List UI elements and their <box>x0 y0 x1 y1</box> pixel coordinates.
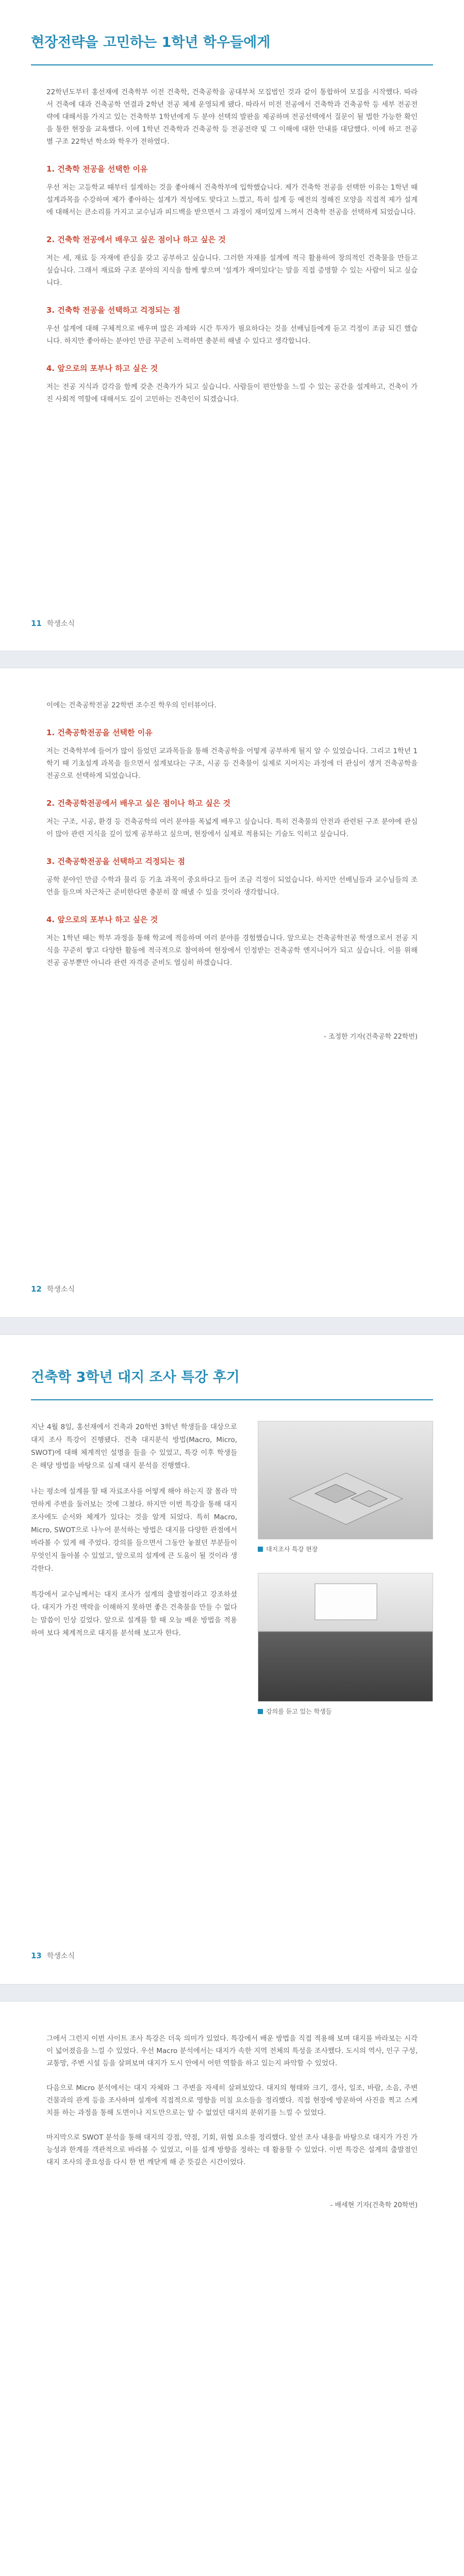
question-heading: 2. 건축학 전공에서 배우고 싶은 점이나 하고 싶은 것 <box>46 235 226 244</box>
answer-paragraph: 공학 분야인 만큼 수학과 물리 등 기초 과목이 중요하다고 들어 조금 걱정이 되었습니다. 하지만 선배님들과 교수님들의 조언을 들으며 차근차근 준비한다면 충분히 잘 해낼 수 있을 것이라 생각합니다. <box>46 876 418 896</box>
answer-paragraph: 저는 세, 재료 등 자재에 관심을 갖고 공부하고 싶습니다. 그러한 자재를 설계에 적극 활용하여 창의적인 건축물을 만들고 싶습니다. 그래서 재료와 구조 분야의 지식을 함께 쌓으며 '설계가 재미있다'는 말을 직접 증명할 수 있는 사람이 되고 싶습니다. <box>46 254 418 287</box>
screen-icon <box>258 1573 433 1701</box>
caption-marker-icon <box>258 1709 263 1714</box>
answer-paragraph: 우선 저는 고등학교 때부터 설계하는 것을 좋아해서 건축학부에 입학했습니다. 제가 건축학 전공을 선택한 이유는 1학년 때 설계과목을 수강하며 제가 좋아하는 설계가 적성에도 맞다고 느꼈고, 특히 설계 등 예전의 정해진 모양을 직접적 제가 설계에 대해서는 큰소리를 가지고 교수님과 피드백을 받으면서 그 과정이 재미있게 느껴서 건축학 전공을 선택하게 되었습니다. <box>46 183 418 216</box>
author-signature: - 배세현 기자(건축학 20학번) <box>330 2201 418 2209</box>
page-12 <box>0 668 464 1317</box>
question-heading: 3. 건축학 전공을 선택하고 걱정되는 점 <box>46 306 180 315</box>
page-divider <box>0 651 464 668</box>
article-body <box>46 86 418 405</box>
page-footer <box>31 1284 75 1294</box>
article-body <box>46 2032 418 2168</box>
page-divider <box>0 1317 464 1335</box>
page-number: 13 <box>31 1951 42 1960</box>
page-footer <box>31 618 75 629</box>
body-paragraph: 특강에서 교수님께서는 대지 조사가 설계의 출발점이라고 강조하셨다. 대지가 가진 맥락을 이해하지 못하면 좋은 건축물을 만들 수 없다는 말씀이 인상 깊었다. 앞으로 설계를 할 때 오늘 배운 방법을 적용하여 보다 체계적으로 대지를 분석해 보고자 한다. <box>31 1590 237 1637</box>
body-paragraph: 마지막으로 SWOT 분석을 통해 대지의 강점, 약점, 기회, 위협 요소를 정리했다. 앞선 조사 내용을 바탕으로 대지가 가진 가능성과 한계를 객관적으로 바라볼 수 있었고, 이를 설계 방향을 정하는 데 활용할 수 있었다. 이번 특강은 설계의 출발점인 대지 조사의 중요성을 다시 한 번 깨닫게 해 준 뜻깊은 시간이었다. <box>46 2133 418 2166</box>
answer-paragraph: 우선 설계에 대해 구체적으로 배우며 많은 과제와 시간 투자가 필요하다는 것을 선배님들에게 듣고 걱정이 조금 되긴 했습니다. 하지만 좋아하는 분야인 만큼 꾸준히 노력하면 충분히 해낼 수 있다고 생각합니다. <box>46 325 418 345</box>
question-heading: 4. 앞으로의 포부나 하고 싶은 것 <box>46 364 158 373</box>
intro-paragraph: 22학년도부터 홍선재에 건축학부 이전 건축학, 건축공학을 공대부처 모집범인 것과 같이 통합하여 모집을 시작했다. 따라서 건축에 대과 건축공학 연결과 2학년 전공 체제 운영되게 됐다. 따라서 미전 전공에서 건축학과 건축공학 등 세부 전공전략에 대해서를 가지고 있는 건축학부 1학년에게 두 분야 선택의 발판을 제공하며 전공선택에서 질문이 될 법한 가능한 확인을 통한 현장을 교육했다. 이에 1학년 건축학과 건축공학 등 전공전략 및 그 이해에 대한 안내를 대담했다. 이에 하고 전공별 구조 22학년 학소와 학우가 전하였다. <box>46 88 418 146</box>
article-body <box>46 699 418 969</box>
audience-photo <box>258 1573 433 1702</box>
answer-paragraph: 저는 1학년 때는 학부 과정을 통해 학교에 적응하며 여러 분야를 경험했습니다. 앞으로는 건축공학전공 학생으로서 전공 지식을 꾸준히 쌓고 다양한 활동에 적극적으로 참여하여 현장에서 인정받는 건축공학 엔지니어가 되고 싶습니다. 이를 위해 전공 공부뿐만 아니라 관련 자격증 준비도 열심히 하겠습니다. <box>46 934 418 967</box>
page-13 <box>0 1335 464 1984</box>
page-label: 학생소식 <box>46 1285 75 1294</box>
title-rule <box>31 1399 433 1400</box>
section-title: 현장전략을 고민하는 1학년 학우들에게 <box>31 35 271 50</box>
answer-paragraph: 저는 구조, 시공, 환경 등 건축공학의 여러 분야를 폭넓게 배우고 싶습니다. 특히 건축물의 안전과 관련된 구조 분야에 관심이 많아 관련 지식을 깊이 있게 공부하고 싶으며, 현장에서 실제로 적용되는 기술도 익히고 싶습니다. <box>46 818 418 838</box>
caption-text: 강의를 듣고 있는 학생들 <box>266 1708 332 1715</box>
page-number: 12 <box>31 1284 42 1294</box>
body-paragraph: 지난 4월 8일, 홍선재에서 건축과 20학번 3학년 학생들을 대상으로 대지 조사 특강이 진행됐다. 건축 대지분석 방법(Macro, Micro, SWOT)에 대해 체계적인 설명을 들을 수 있었고, 특강 이후 학생들은 해당 방법을 바탕으로 실제 대지 분석을 진행했다. <box>31 1423 237 1470</box>
two-column-layout <box>31 1421 433 1735</box>
body-paragraph: 나는 평소에 설계를 할 때 자료조사를 어떻게 해야 하는지 잘 몰라 막연하게 주변을 둘러보는 것에 그쳤다. 하지만 이번 특강을 통해 대지 조사에도 순서와 체계가 있다는 것을 알게 되었다. 특히 Macro, Micro, SWOT으로 나누어 분석하는 방법은 대지를 다양한 관점에서 바라볼 수 있게 해 주었다. 강의를 들으면서 그동안 놓쳤던 부분들이 무엇인지 돌아볼 수 있었고, 앞으로의 설계에 큰 도움이 될 것이라 생각한다. <box>31 1487 237 1573</box>
page-divider <box>0 1984 464 2002</box>
media-column <box>258 1421 433 1735</box>
answer-paragraph: 저는 건축학부에 들어가 많이 들었던 교과목들을 통해 건축공학을 어떻게 공부하게 될지 알 수 있었습니다. 그리고 1학년 1학기 때 기초설계 과목을 들으면서 설계보다는 구조, 시공 등 건축물이 실제로 지어지는 과정에 더 관심이 생겨 건축공학을 전공으로 선택하게 되었습니다. <box>46 747 418 780</box>
page-label: 학생소식 <box>46 620 75 628</box>
author-signature: - 조정한 기자(건축공학 22학번) <box>324 1033 418 1041</box>
question-heading: 4. 앞으로의 포부나 하고 싶은 것 <box>46 915 158 924</box>
caption-marker-icon <box>258 1547 263 1552</box>
photo-caption <box>258 1545 433 1553</box>
body-paragraph: 그에서 그런지 이번 사이트 조사 특강은 더욱 의미가 있었다. 특강에서 배운 방법을 직접 적용해 보며 대지를 바라보는 시각이 넓어졌음을 느낄 수 있었다. 우선 Macro 분석에서는 대지가 속한 지역 전체의 특성을 조사했다. 도시의 역사, 인구 구성, 교통망, 주변 시설 등을 살펴보며 대지가 도시 안에서 어떤 역할을 하고 있는지 파악할 수 있었다. <box>46 2035 418 2067</box>
page-14 <box>0 2002 464 2576</box>
site-model-icon <box>258 1421 433 1539</box>
question-heading: 1. 건축학 전공을 선택한 이유 <box>46 164 148 174</box>
page-11 <box>0 0 464 651</box>
question-heading: 3. 건축공학전공을 선택하고 걱정되는 점 <box>46 857 185 866</box>
body-paragraph: 다음으로 Micro 분석에서는 대지 자체와 그 주변을 자세히 살펴보았다. 대지의 형태와 크기, 경사, 일조, 바람, 소음, 주변 건물과의 관계 등을 조사하며 설계에 직접적으로 영향을 미칠 요소들을 정리했다. 직접 현장에 방문하여 사진을 찍고 스케치를 하는 과정을 통해 도면이나 지도만으로는 알 수 없었던 대지의 분위기를 느낄 수 있었다. <box>46 2084 418 2117</box>
section-title: 건축학 3학년 대지 조사 특강 후기 <box>31 1369 240 1385</box>
page-number: 11 <box>31 619 42 628</box>
intro-paragraph: 이에는 건축공학전공 22학번 조수진 학우의 인터뷰이다. <box>46 701 217 709</box>
page-footer <box>31 1951 75 1961</box>
title-rule <box>31 64 433 65</box>
page-label: 학생소식 <box>46 1952 75 1960</box>
photo-caption <box>258 1707 433 1716</box>
text-column <box>31 1421 237 1735</box>
answer-paragraph: 저는 전공 지식과 감각을 함께 갖춘 건축가가 되고 싶습니다. 사람들이 편안함을 느낄 수 있는 공간을 설계하고, 건축이 가진 사회적 역할에 대해서도 깊이 고민하는 건축인이 되겠습니다. <box>46 383 418 403</box>
caption-text: 대지조사 특강 현장 <box>266 1546 318 1553</box>
question-heading: 2. 건축공학전공에서 배우고 싶은 점이나 하고 싶은 것 <box>46 799 230 808</box>
question-heading: 1. 건축공학전공을 선택한 이유 <box>46 728 153 737</box>
lecture-room-photo <box>258 1421 433 1539</box>
